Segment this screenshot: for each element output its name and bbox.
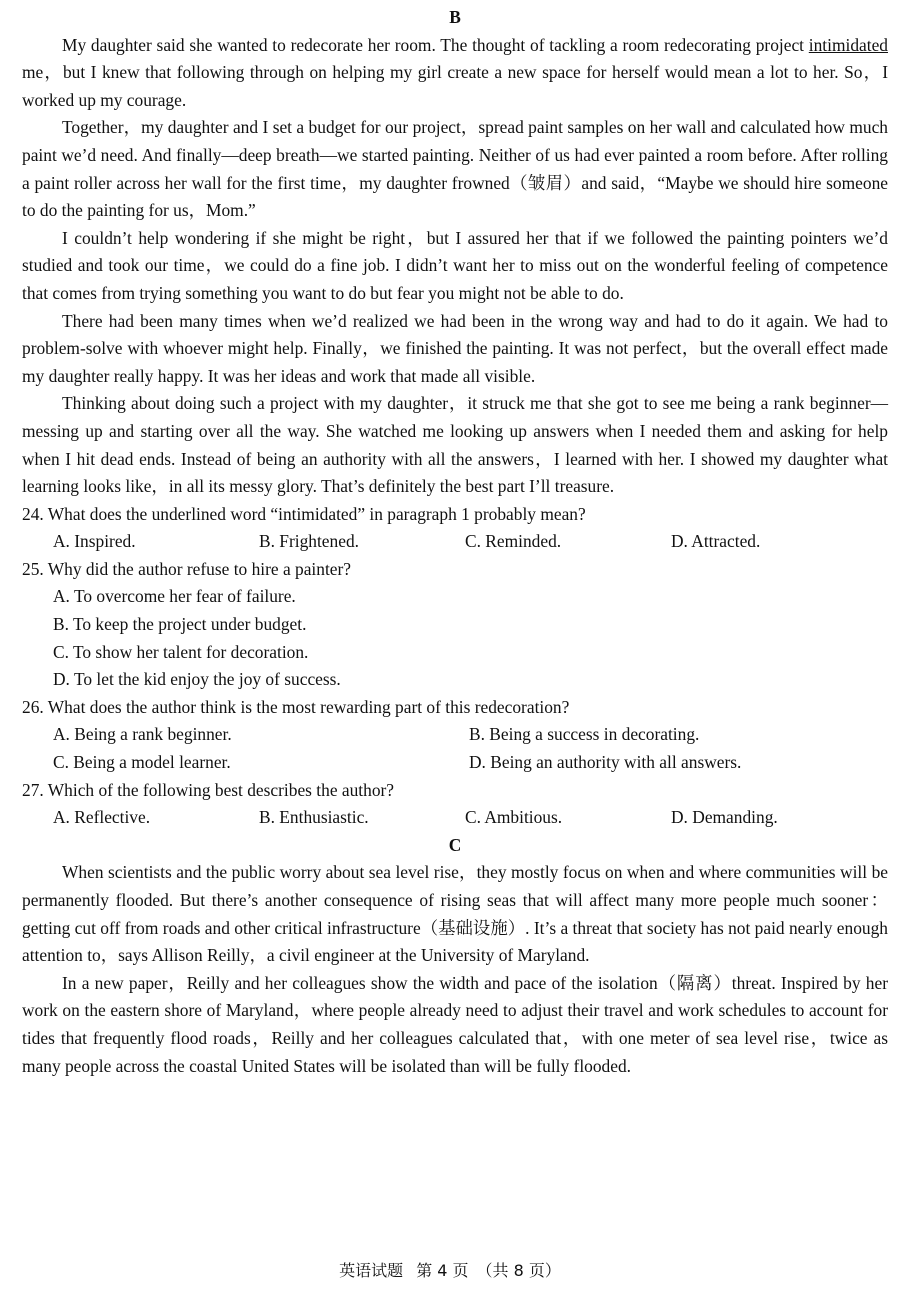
- option-d: D. To let the kid enjoy the joy of success.: [53, 669, 341, 690]
- section-b-paragraph-5: Thinking about doing such a project with my daughter，it struck me that she got to see me being a rank beginner—messing up and starting over all the way. She watched me looking up answers when I needed them and asking for help when I hit dead ends. Instead of being an authority with all the answers，I learned with her. I showed my daughter what learning looks like，in all its messy glory. That’s definitely the best part I’ll treasure.: [22, 393, 888, 497]
- question-24: [22, 501, 888, 556]
- question-25: [22, 556, 888, 694]
- option-c: C. To show her talent for decoration.: [53, 641, 309, 662]
- p1-text-before: My daughter said she wanted to redecorate her room. The thought of tackling a room redecorating project: [62, 34, 809, 55]
- section-c-heading: C: [448, 834, 462, 855]
- question-stem: 26. What does the author think is the most rewarding part of this redecoration?: [22, 696, 570, 717]
- option-d: D. Attracted.: [671, 531, 761, 552]
- footer-subject: 英语试题: [339, 1261, 404, 1280]
- section-c-paragraph-1: When scientists and the public worry about sea level rise，they mostly focus on when and where communities will be permanently flooded. But there’s another consequence of rising seas that will affect many more people much sooner：getting cut off from roads and other critical infrastructure（基础设施）. It’s a threat that society has not paid nearly enough attention to，says Allison Reilly，a civil engineer at the University of Maryland.: [22, 862, 888, 966]
- question-stem: 25. Why did the author refuse to hire a painter?: [22, 558, 352, 579]
- option-d: D. Demanding.: [671, 807, 778, 828]
- option-a: A. Inspired.: [53, 531, 136, 552]
- option-c: C. Ambitious.: [465, 807, 563, 828]
- option-b: B. Being a success in decorating.: [469, 724, 700, 745]
- section-b-heading: B: [449, 7, 461, 27]
- option-row: [22, 721, 888, 749]
- option-row: [22, 528, 888, 556]
- section-b-paragraph-1: [22, 32, 888, 115]
- page-footer: [0, 1259, 900, 1283]
- section-b-paragraph-4: There had been many times when we’d realized we had been in the wrong way and had to do it again. We had to problem-solve with whoever might help. Finally，we finished the painting. It was not perfect，but the overall effect made my daughter really happy. It was her ideas and work that made all visible.: [22, 310, 888, 386]
- section-c-paragraph-2: In a new paper，Reilly and her colleagues show the width and pace of the isolation（隔离）threat. Inspired by her work on the eastern shore of Maryland，where people already need to adjust their travel and work schedules to account for tides that frequently flood roads，Reilly and her colleagues calculated that，with one meter of sea level rise，twice as many people across the coastal United States will be isolated than will be fully flooded.: [22, 972, 888, 1076]
- question-stem: 27. Which of the following best describes the author?: [22, 779, 395, 800]
- option-d: D. Being an authority with all answers.: [469, 752, 742, 773]
- option-a: A. Reflective.: [53, 807, 151, 828]
- p1-text-after: me，but I knew that following through on helping my girl create a new space for herself would mean a lot to her. So，I worked up my courage.: [22, 62, 888, 110]
- option-a: A. Being a rank beginner.: [53, 724, 232, 745]
- underlined-word: intimidated: [808, 34, 888, 55]
- footer-total-pages: （共 8 页）: [476, 1261, 561, 1280]
- option-row: [22, 749, 888, 777]
- option-c: C. Reminded.: [465, 531, 562, 552]
- exam-page: [22, 4, 888, 1080]
- footer-page-number: 第 4 页: [416, 1261, 469, 1280]
- option-a: A. To overcome her fear of failure.: [53, 586, 296, 607]
- section-b-paragraph-2: Together，my daughter and I set a budget for our project，spread paint samples on her wall and calculated how much paint we’d need. And finally—deep breath—we started painting. Neither of us had ever painted a room before. After rolling a paint roller across her wall for the first time，my daughter frowned（皱眉）and said，“Maybe we should hire someone to do the painting for us，Mom.”: [22, 117, 888, 221]
- option-c: C. Being a model learner.: [53, 752, 231, 773]
- option-row: [22, 804, 888, 832]
- option-b: B. Enthusiastic.: [259, 807, 369, 828]
- question-27: [22, 777, 888, 832]
- question-stem: 24. What does the underlined word “intimidated” in paragraph 1 probably mean?: [22, 503, 586, 524]
- section-b-paragraph-3: I couldn’t help wondering if she might be right，but I assured her that if we followed the painting pointers we’d studied and took our time，we could do a fine job. I didn’t want her to miss out on the wonderful feeling of competence that comes from trying something you want to do but fear you might not be able to do.: [22, 227, 888, 303]
- option-b: B. Frightened.: [259, 531, 359, 552]
- question-26: [22, 694, 888, 777]
- option-b: B. To keep the project under budget.: [53, 614, 307, 635]
